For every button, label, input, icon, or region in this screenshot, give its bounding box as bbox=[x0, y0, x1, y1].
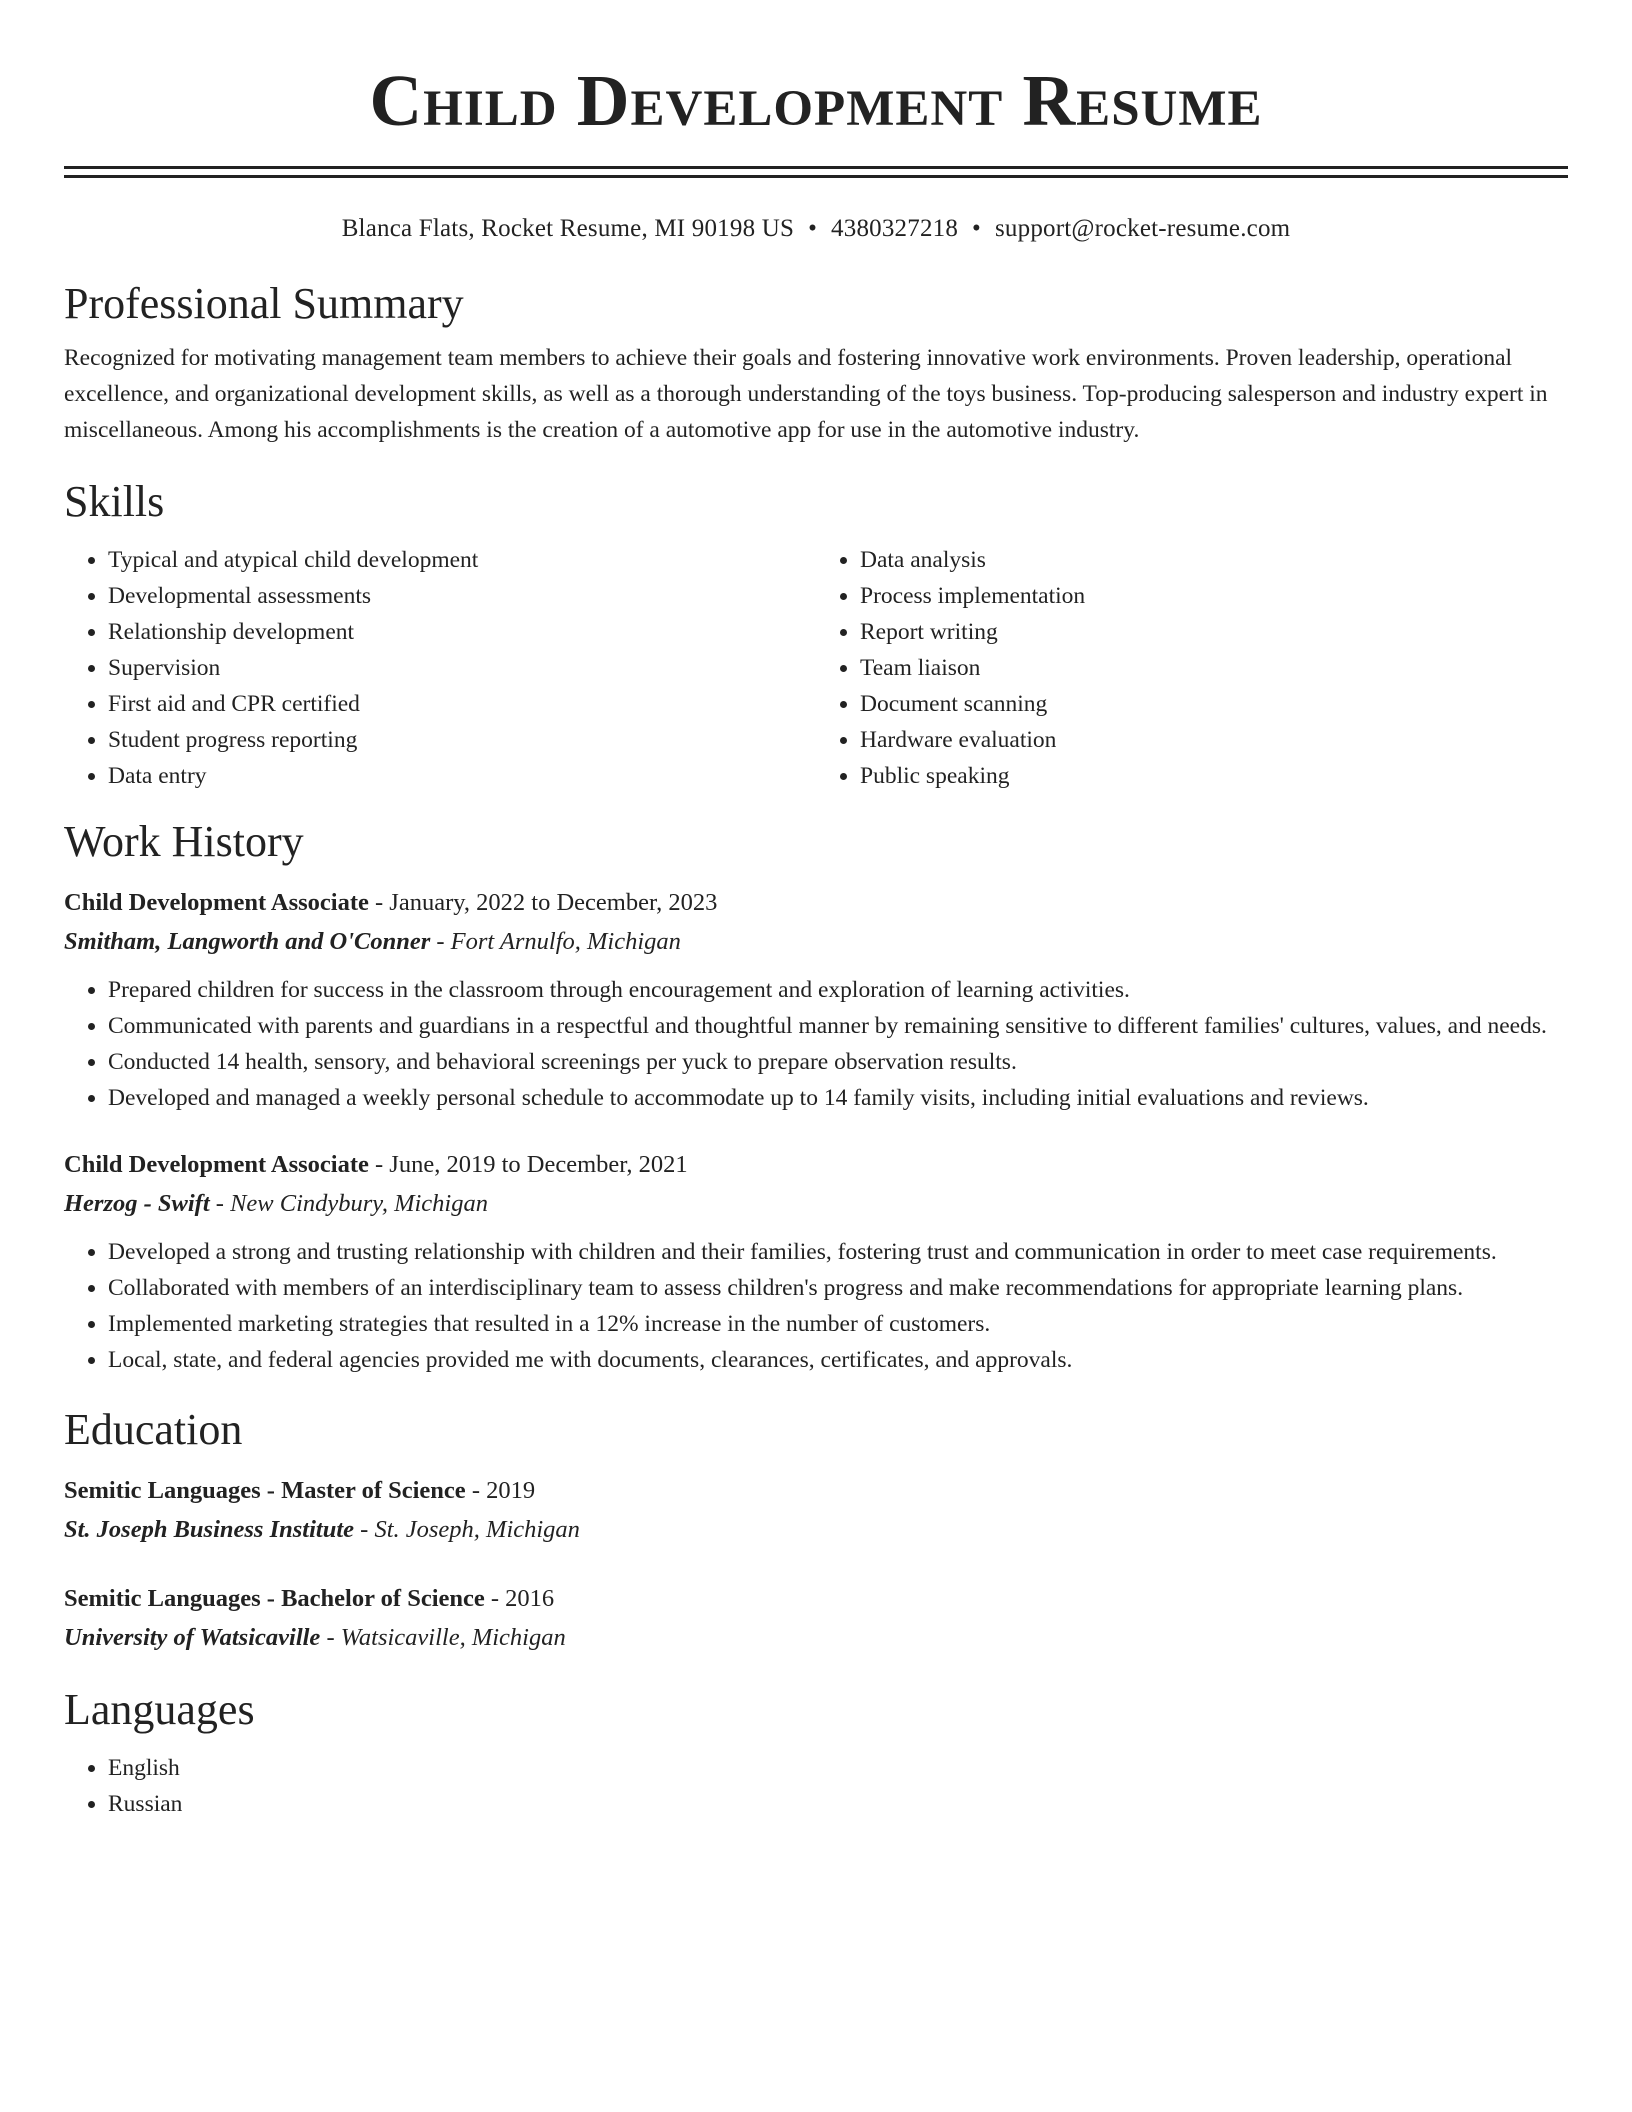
languages-list bbox=[64, 1750, 1568, 1822]
resume-title: Child Development Resume bbox=[369, 60, 1263, 141]
bullet-separator: • bbox=[972, 215, 981, 242]
job-entry bbox=[64, 1146, 1568, 1378]
skill-item: • Hardware evaluation bbox=[860, 722, 1568, 758]
skill-item: • Data analysis bbox=[860, 542, 1568, 578]
skill-item: • Relationship development bbox=[108, 614, 816, 650]
skills-left-list bbox=[64, 542, 816, 794]
skill-item: • Supervision bbox=[108, 650, 816, 686]
skill-item: • Document scanning bbox=[860, 686, 1568, 722]
company-name: Smitham, Langworth and O'Conner bbox=[64, 928, 431, 955]
summary-text: Recognized for motivating management team members to achieve their goals and fostering innovative work environments. Proven leadership, operational excellence, and organizational development skills, as well as a thorough understanding of the toys business. Top-producing salesperson and industry expert in miscellaneous. Among his accomplishments is the creation of a automotive app for use in the automotive industry. bbox=[64, 345, 1548, 443]
school-name: University of Watsicaville bbox=[64, 1624, 321, 1651]
company-line bbox=[64, 1184, 1568, 1224]
contact-phone: 4380327218 bbox=[831, 215, 959, 242]
contact-address: Blanca Flats, Rocket Resume, MI 90198 US bbox=[341, 215, 795, 242]
job-bullet: • Developed and managed a weekly personal schedule to accommodate up to 14 family visits, including initial evaluations and reviews. bbox=[108, 1080, 1568, 1116]
job-title: Child Development Associate bbox=[64, 889, 369, 916]
summary-heading: Professional Summary bbox=[64, 279, 464, 328]
degree-line bbox=[64, 1580, 1568, 1618]
education-heading: Education bbox=[64, 1405, 243, 1454]
skill-item: • Data entry bbox=[108, 758, 816, 794]
contact-email: support@rocket-resume.com bbox=[995, 215, 1291, 242]
skill-item: • Developmental assessments bbox=[108, 578, 816, 614]
skill-item: • Typical and atypical child development bbox=[108, 542, 816, 578]
school-location: - St. Joseph, Michigan bbox=[354, 1516, 580, 1543]
education-section bbox=[64, 1404, 1568, 1658]
rule-top bbox=[64, 166, 1568, 169]
company-location: - Fort Arnulfo, Michigan bbox=[430, 928, 681, 955]
work-history-heading: Work History bbox=[64, 817, 304, 866]
degree-line bbox=[64, 1472, 1568, 1510]
job-bullet: • Communicated with parents and guardians in a respectful and thoughtful manner by remaining sensitive to different families' cultures, values, and needs. bbox=[108, 1008, 1568, 1044]
school-name: St. Joseph Business Institute bbox=[64, 1516, 355, 1543]
school-location: - Watsicaville, Michigan bbox=[320, 1624, 566, 1651]
rule-bottom bbox=[64, 175, 1568, 178]
company-line bbox=[64, 922, 1568, 962]
language-item: • Russian bbox=[108, 1786, 1568, 1822]
job-title-line bbox=[64, 884, 1568, 922]
skills-right-list bbox=[816, 542, 1568, 794]
language-item: • English bbox=[108, 1750, 1568, 1786]
languages-heading: Languages bbox=[64, 1685, 255, 1734]
job-entry bbox=[64, 884, 1568, 1116]
job-bullet: • Prepared children for success in the classroom through encouragement and exploration of learning activities. bbox=[108, 972, 1568, 1008]
degree-name: Semitic Languages - Master of Science bbox=[64, 1477, 466, 1504]
skill-item: • Student progress reporting bbox=[108, 722, 816, 758]
job-title-line bbox=[64, 1146, 1568, 1184]
company-location: - New Cindybury, Michigan bbox=[209, 1190, 488, 1217]
skills-heading: Skills bbox=[64, 477, 165, 526]
skills-columns bbox=[64, 542, 1568, 794]
education-entry bbox=[64, 1472, 1568, 1550]
company-name: Herzog - Swift bbox=[64, 1190, 210, 1217]
contact-line bbox=[64, 214, 1568, 244]
school-line bbox=[64, 1510, 1568, 1550]
education-entry bbox=[64, 1580, 1568, 1658]
degree-year: - 2019 bbox=[465, 1477, 536, 1504]
degree-year: - 2016 bbox=[484, 1585, 555, 1612]
degree-name: Semitic Languages - Bachelor of Science bbox=[64, 1585, 485, 1612]
job-bullet: • Conducted 14 health, sensory, and behavioral screenings per yuck to prepare observation results. bbox=[108, 1044, 1568, 1080]
job-bullets bbox=[64, 972, 1568, 1116]
skill-item: • First aid and CPR certified bbox=[108, 686, 816, 722]
skill-item: • Report writing bbox=[860, 614, 1568, 650]
skills-section bbox=[64, 476, 1568, 794]
job-title: Child Development Associate bbox=[64, 1151, 369, 1178]
languages-section bbox=[64, 1684, 1568, 1822]
school-line bbox=[64, 1618, 1568, 1658]
job-bullet: • Local, state, and federal agencies provided me with documents, clearances, certificates, and approvals. bbox=[108, 1342, 1568, 1378]
skill-item: • Public speaking bbox=[860, 758, 1568, 794]
job-bullet: • Developed a strong and trusting relationship with children and their families, fostering trust and communication in order to meet case requirements. bbox=[108, 1234, 1568, 1270]
job-dates: - June, 2019 to December, 2021 bbox=[368, 1151, 688, 1178]
skill-item: • Team liaison bbox=[860, 650, 1568, 686]
summary-section bbox=[64, 278, 1568, 448]
job-dates: - January, 2022 to December, 2023 bbox=[368, 889, 718, 916]
job-bullets bbox=[64, 1234, 1568, 1378]
work-history-section bbox=[64, 816, 1568, 1378]
job-bullet: • Implemented marketing strategies that resulted in a 12% increase in the number of customers. bbox=[108, 1306, 1568, 1342]
title-double-rule bbox=[64, 166, 1568, 178]
job-bullet: • Collaborated with members of an interdisciplinary team to assess children's progress and make recommendations for appropriate learning plans. bbox=[108, 1270, 1568, 1306]
bullet-separator: • bbox=[808, 215, 818, 242]
skill-item: • Process implementation bbox=[860, 578, 1568, 614]
